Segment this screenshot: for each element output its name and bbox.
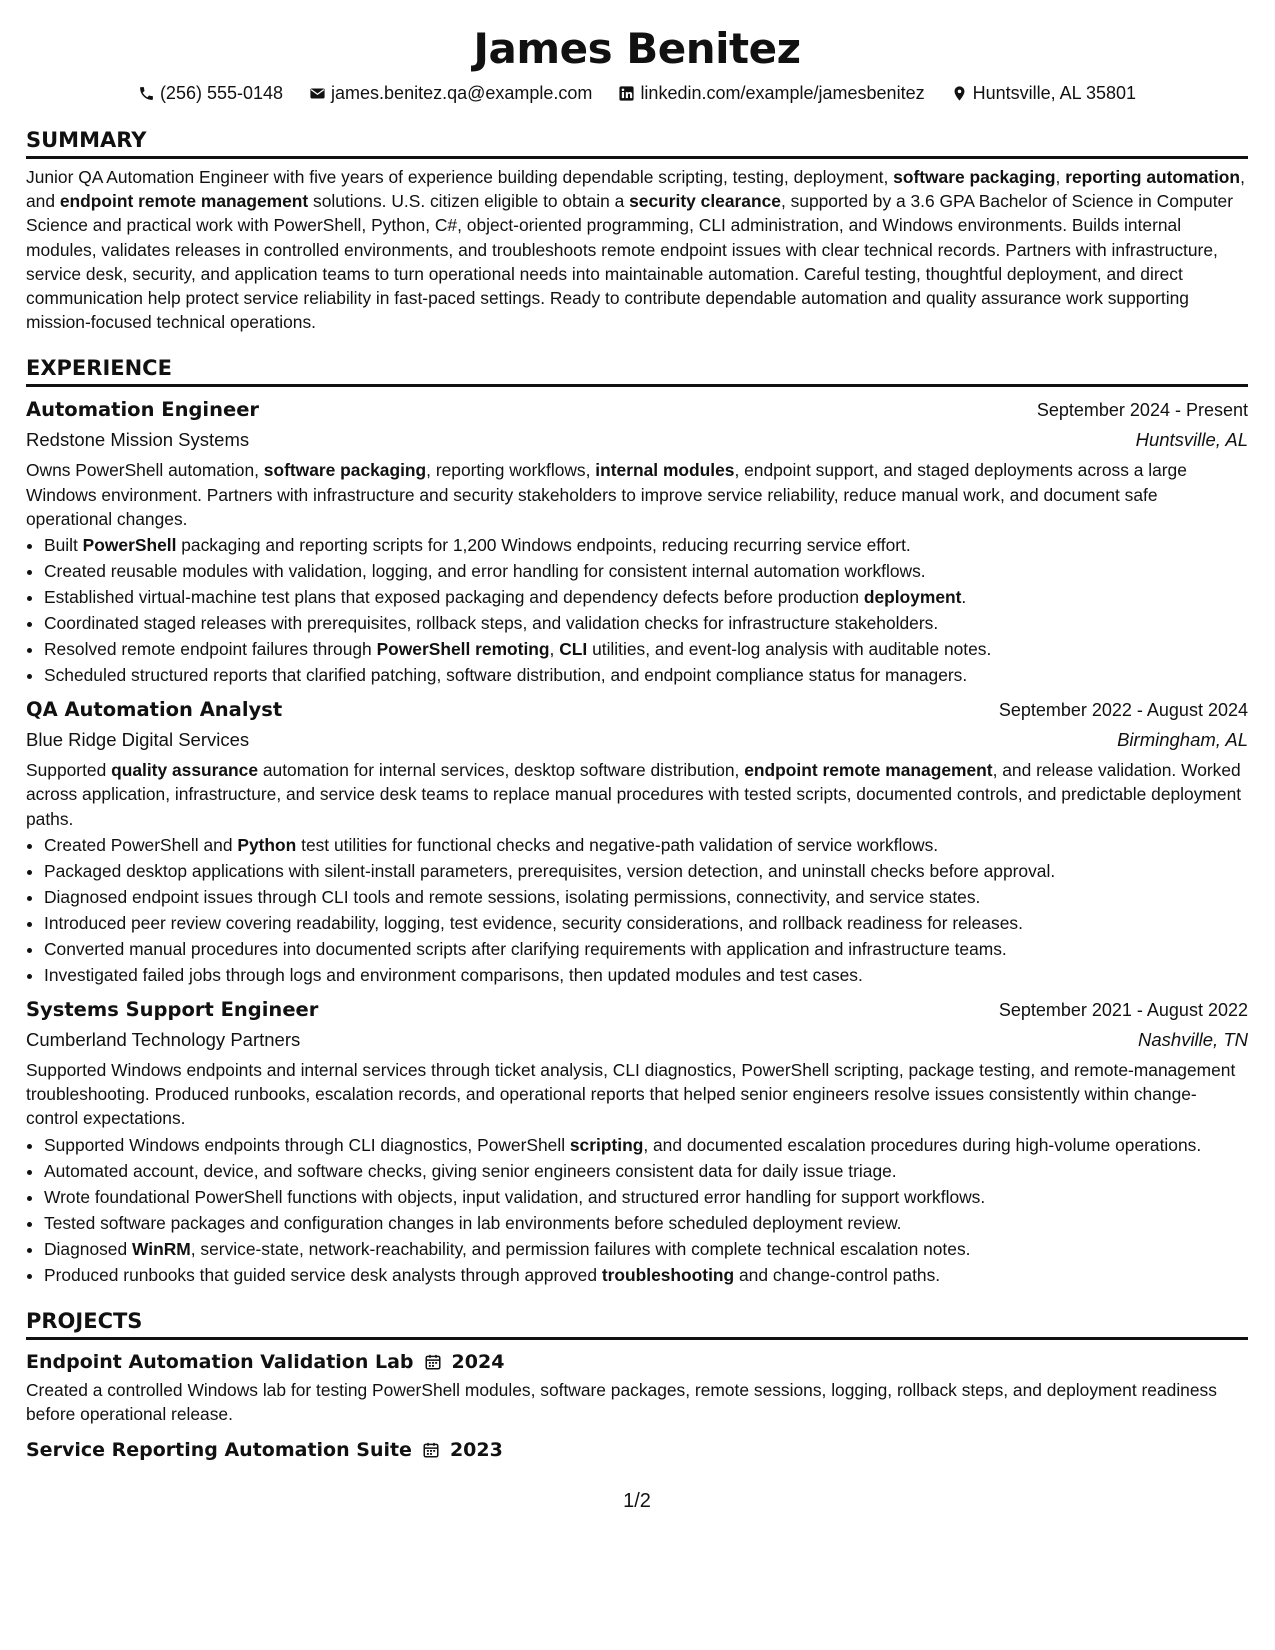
bold-keyword: Python	[237, 834, 297, 855]
bullet-item	[44, 1211, 1248, 1235]
job-summary	[26, 758, 1248, 831]
bullet-item	[44, 1185, 1248, 1209]
bullet-item	[44, 937, 1248, 961]
bullet-item	[44, 833, 1248, 857]
bullet-item	[44, 637, 1248, 661]
project-year: 2023	[449, 1439, 503, 1462]
bullet-item	[44, 1159, 1248, 1183]
text-run: automation for internal services, desktop software distribution,	[258, 760, 745, 781]
text-run: , and documented escalation procedures during high-volume operations.	[643, 1134, 1202, 1155]
candidate-name: James Benitez	[473, 24, 801, 73]
bullet-item	[44, 533, 1248, 557]
text-run: ,	[1055, 167, 1066, 187]
contact-location	[951, 83, 1136, 104]
location-text: Huntsville, AL 35801	[972, 82, 1137, 103]
text-run: , and release validation. Worked across application, infrastructure, and service desk teams to replace manual procedures with tested scripts, documented controls, and predictable deployment paths.	[26, 760, 1242, 829]
job-location: Birmingham, AL	[1117, 729, 1248, 751]
calendar-icon	[424, 1353, 442, 1371]
text-run: , service-state, network-reachability, and permission failures with complete technical escalation notes.	[190, 1238, 971, 1259]
bullet-item	[44, 559, 1248, 583]
bold-keyword: security clearance	[629, 191, 781, 212]
text-run: Introduced peer review covering readability, logging, test evidence, security considerations, and rollback readiness for releases.	[44, 912, 1023, 933]
job-bullets	[26, 533, 1248, 687]
section-title-experience: EXPERIENCE	[26, 354, 1248, 387]
bold-keyword: WinRM	[131, 1238, 191, 1259]
bullet-item	[44, 859, 1248, 883]
text-run: Resolved remote endpoint failures through	[44, 639, 377, 660]
text-run: Produced runbooks that guided service desk analysts through approved	[44, 1264, 602, 1285]
bullet-item	[44, 963, 1248, 987]
text-run: , endpoint support, and staged deployments across a large Windows environment. Partners with infrastructure and security stakeholders to improve service reliability, reduce manual work, and document safe operational changes.	[26, 460, 1187, 529]
bold-keyword: internal modules	[595, 460, 735, 481]
text-run: utilities, and event-log analysis with auditable notes.	[587, 639, 992, 660]
text-run: Created PowerShell and	[44, 834, 238, 855]
calendar-icon	[422, 1441, 440, 1459]
bullet-item	[44, 911, 1248, 935]
bold-keyword: scripting	[569, 1134, 644, 1155]
job-bullets	[26, 1133, 1248, 1287]
project-entry	[26, 1346, 1248, 1426]
job-title: QA Automation Analyst	[26, 698, 283, 722]
project-description: Created a controlled Windows lab for testing PowerShell modules, software packages, remote sessions, logging, rollback steps, and deployment readiness before operational release.	[26, 1379, 1217, 1425]
map-pin-icon	[951, 85, 968, 102]
text-run: Scheduled structured reports that clarified patching, software distribution, and endpoint compliance status for managers.	[44, 665, 968, 686]
job-title: Systems Support Engineer	[26, 998, 319, 1022]
linkedin-icon	[618, 85, 635, 102]
job-summary	[26, 458, 1248, 531]
bullet-item	[44, 663, 1248, 687]
bullet-item	[44, 885, 1248, 909]
summary-section	[26, 126, 1248, 334]
text-run: Supported Windows endpoints and internal services through ticket analysis, CLI diagnostics, PowerShell scripting, package testing, and remote-management troubleshooting. Produced runbooks, escalation records, and operational reports that helped senior engineers resolve issues consistently within change-control expectations.	[26, 1060, 1236, 1129]
job-bullets	[26, 833, 1248, 987]
section-title-summary: SUMMARY	[26, 126, 1248, 159]
text-run: Created reusable modules with validation, logging, and error handling for consistent internal automation workflows.	[44, 561, 926, 582]
projects-section	[26, 1307, 1248, 1466]
bold-keyword: endpoint remote management	[744, 760, 993, 781]
bold-keyword: quality assurance	[111, 760, 259, 781]
bold-keyword: troubleshooting	[601, 1264, 735, 1285]
job-entry	[26, 995, 1248, 1287]
contact-email[interactable]	[309, 83, 592, 104]
job-entry	[26, 395, 1248, 687]
company-name: Blue Ridge Digital Services	[26, 729, 250, 751]
contact-bar	[26, 80, 1248, 106]
text-run: Diagnosed	[44, 1238, 132, 1259]
linkedin-text: linkedin.com/example/jamesbenitez	[640, 82, 925, 103]
job-dates: September 2021 - August 2022	[998, 1000, 1248, 1021]
text-run: Converted manual procedures into documented scripts after clarifying requirements with application and infrastructure teams.	[44, 938, 1007, 959]
job-summary	[26, 1058, 1248, 1131]
envelope-icon	[309, 85, 326, 102]
summary-text	[26, 165, 1248, 334]
bold-keyword: reporting automation	[1065, 167, 1241, 187]
phone-text: (256) 555-0148	[159, 82, 284, 103]
bold-keyword: deployment	[863, 587, 962, 608]
bold-keyword: PowerShell	[82, 535, 177, 556]
job-location: Nashville, TN	[1138, 1029, 1248, 1051]
company-name: Redstone Mission Systems	[26, 429, 250, 451]
text-run: , reporting workflows,	[426, 460, 596, 481]
bold-keyword: PowerShell remoting	[376, 639, 550, 660]
text-run: Tested software packages and configuration changes in lab environments before scheduled deployment review.	[44, 1212, 902, 1233]
bullet-item	[44, 1133, 1248, 1157]
contact-phone[interactable]	[138, 83, 283, 104]
text-run: , and	[26, 167, 1245, 212]
text-run: ,	[549, 639, 560, 660]
section-title-projects: PROJECTS	[26, 1307, 1248, 1340]
job-entry	[26, 695, 1248, 987]
project-name: Endpoint Automation Validation Lab	[26, 1350, 414, 1373]
job-location: Huntsville, AL	[1135, 429, 1248, 451]
bullet-item	[44, 1237, 1248, 1261]
job-dates: September 2022 - August 2024	[998, 700, 1248, 721]
project-year: 2024	[451, 1350, 505, 1373]
bullet-item	[44, 611, 1248, 635]
bold-keyword: software packaging	[893, 167, 1056, 187]
text-run: .	[961, 587, 967, 608]
bold-keyword: software packaging	[263, 460, 427, 481]
project-entry	[26, 1434, 1248, 1466]
text-run: Established virtual-machine test plans that exposed packaging and dependency defects before production	[44, 587, 864, 608]
text-run: Supported	[26, 760, 112, 781]
text-run: Packaged desktop applications with silent-install parameters, prerequisites, version detection, and uninstall checks before approval.	[44, 860, 1056, 881]
resume-page	[26, 0, 1248, 1650]
text-run: Supported Windows endpoints through CLI diagnostics, PowerShell	[44, 1134, 570, 1155]
project-name: Service Reporting Automation Suite	[26, 1439, 412, 1462]
text-run: Junior QA Automation Engineer with five years of experience building dependable scripting, testing, deployment,	[26, 167, 894, 187]
text-run: packaging and reporting scripts for 1,200 Windows endpoints, reducing recurring service effort.	[176, 535, 911, 556]
text-run: Owns PowerShell automation,	[26, 460, 264, 481]
bold-keyword: endpoint remote management	[59, 191, 309, 212]
job-title: Automation Engineer	[26, 398, 260, 422]
text-run: and change-control paths.	[734, 1264, 941, 1285]
page-number: 1/2	[623, 1490, 651, 1512]
company-name: Cumberland Technology Partners	[26, 1029, 301, 1051]
text-run: solutions. U.S. citizen eligible to obtain a	[308, 191, 630, 212]
bold-keyword: CLI	[559, 639, 588, 660]
text-run: Investigated failed jobs through logs and environment comparisons, then updated modules and test cases.	[44, 964, 863, 985]
contact-linkedin[interactable]	[618, 83, 924, 104]
text-run: Wrote foundational PowerShell functions with objects, input validation, and structured error handling for support workflows.	[44, 1186, 986, 1207]
experience-section	[26, 354, 1248, 1286]
text-run: Built	[44, 535, 83, 556]
phone-icon	[138, 85, 155, 102]
text-run: Diagnosed endpoint issues through CLI tools and remote sessions, isolating permissions, connectivity, and service states.	[44, 886, 981, 907]
text-run: Automated account, device, and software checks, giving senior engineers consistent data for daily issue triage.	[44, 1160, 897, 1181]
text-run: test utilities for functional checks and negative-path validation of service workflows.	[296, 834, 939, 855]
text-run: , supported by a 3.6 GPA Bachelor of Science in Computer Science and practical work with PowerShell, Python, C#, object-oriented programming, CLI administration, and Windows environments. Builds internal modules, validates releases in controlled environments, and troubleshoots remote endpoint issues with clear technical records. Partners with infrastructure, service desk, security, and application teams to turn operational needs into maintainable automation. Careful testing, thoughtful deployment, and direct communication help protect service reliability in fast-paced settings. Ready to contribute dependable automation and quality assurance work supporting mission-focused technical operations.	[26, 191, 1234, 333]
bullet-item	[44, 585, 1248, 609]
bullet-item	[44, 1263, 1248, 1287]
text-run: Coordinated staged releases with prerequisites, rollback steps, and validation checks for infrastructure stakeholders.	[44, 613, 939, 634]
email-text: james.benitez.qa@example.com	[331, 82, 593, 103]
job-dates: September 2024 - Present	[1036, 400, 1248, 421]
